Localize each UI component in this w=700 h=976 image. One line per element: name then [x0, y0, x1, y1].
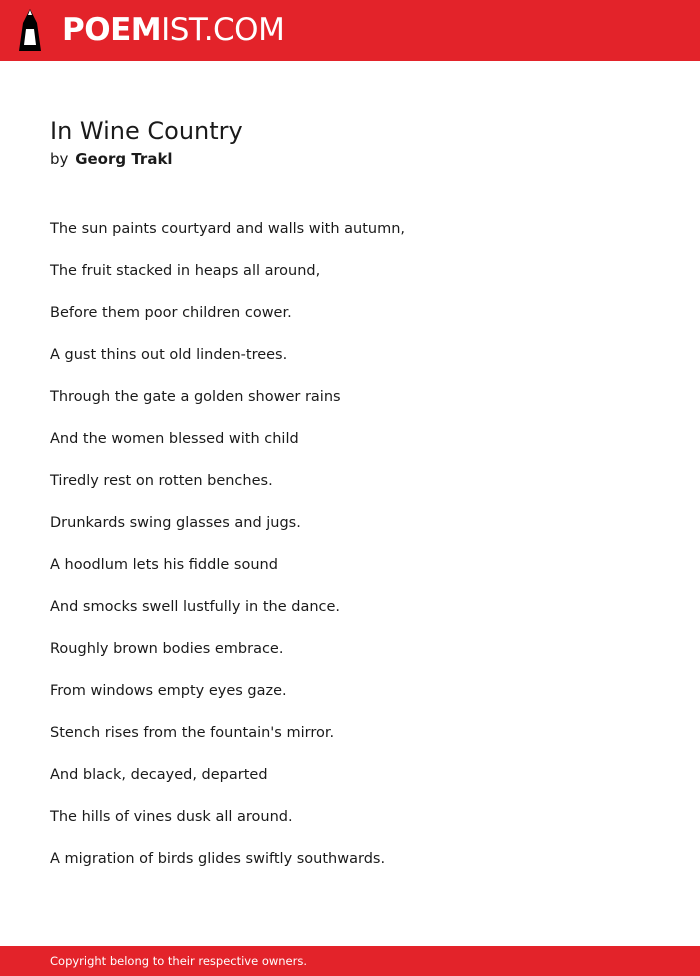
poem-line: From windows empty eyes gaze. [50, 683, 287, 699]
by-label: by [50, 150, 69, 168]
poem-line: Before them poor children cower. [50, 305, 292, 321]
site-header [0, 0, 700, 61]
poem-line: A migration of birds glides swiftly southwards. [50, 851, 386, 867]
poem-line: Roughly brown bodies embrace. [50, 641, 284, 657]
poem-line: And smocks swell lustfully in the dance. [50, 599, 341, 615]
brand-bold-text: POEM [62, 12, 162, 48]
copyright-notice: Copyright belong to their respective owners. [50, 954, 308, 968]
brand-light-text: IST.COM [161, 12, 285, 48]
poem-line: A gust thins out old linden-trees. [50, 347, 288, 363]
pencil-tip-icon[interactable] [17, 9, 43, 51]
poem-line: Tiredly rest on rotten benches. [50, 473, 273, 489]
poem-line: And black, decayed, departed [50, 767, 268, 783]
poem-line: Drunkards swing glasses and jugs. [50, 515, 301, 531]
poem-title: In Wine Country [50, 117, 243, 145]
poem-line: Through the gate a golden shower rains [50, 389, 341, 405]
site-logo-text[interactable] [62, 11, 284, 49]
poem-line: The fruit stacked in heaps all around, [50, 263, 321, 279]
poem-author: Georg Trakl [75, 150, 173, 168]
poem-line: A hoodlum lets his fiddle sound [50, 557, 278, 573]
poem-body [50, 218, 405, 890]
site-footer [0, 946, 700, 976]
poem-line: Stench rises from the fountain's mirror. [50, 725, 335, 741]
poem-line: And the women blessed with child [50, 431, 299, 447]
poem-line: The sun paints courtyard and walls with autumn, [50, 221, 406, 237]
poem-line: The hills of vines dusk all around. [50, 809, 293, 825]
poem-byline [50, 148, 173, 170]
